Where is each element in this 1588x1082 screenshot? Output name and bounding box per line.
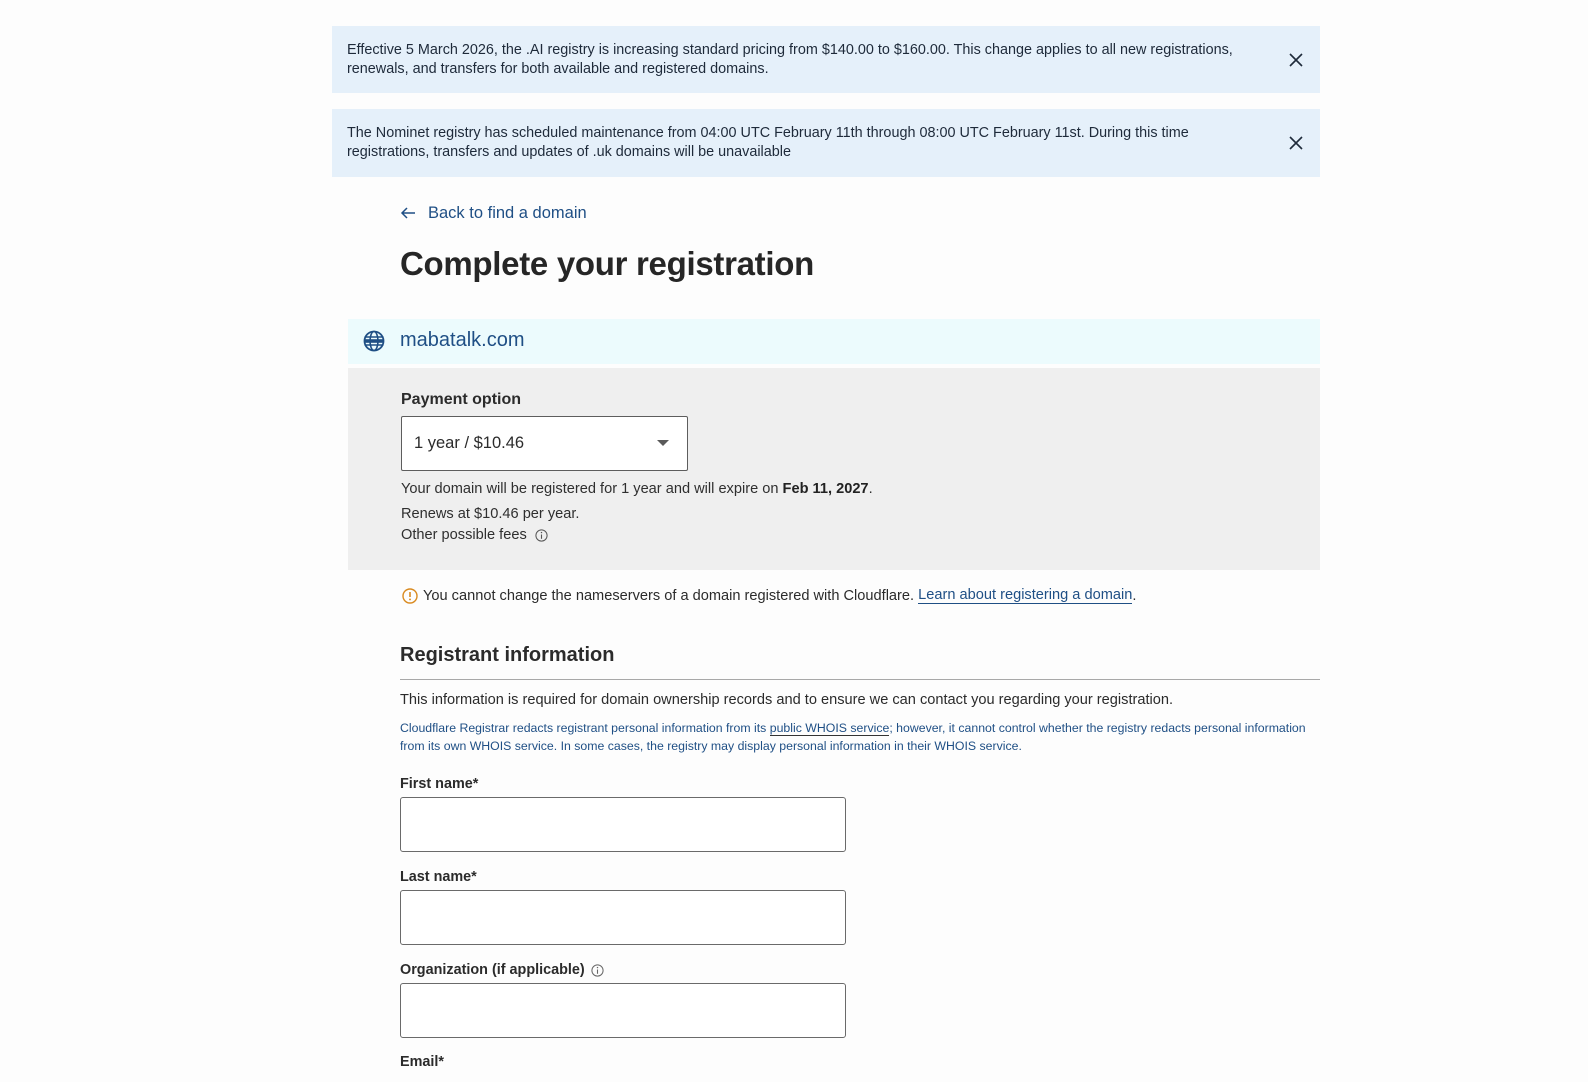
notice-banner-ai-pricing [332, 26, 1320, 93]
payment-option-select[interactable] [401, 416, 688, 471]
payment-option-label: Payment option [401, 391, 522, 408]
registrant-description: This information is required for domain ownership records and to ensure we can contact you regarding your registration. [400, 692, 1174, 708]
learn-registering-domain-link[interactable]: Learn about registering a domain [918, 587, 1133, 603]
info-icon[interactable] [591, 964, 604, 977]
banner-text: The Nominet registry has scheduled maintenance from 04:00 UTC February 11th through 08:00 UTC February 11st. During this time registrations, transfers and updates of .uk domains will be unavailable [347, 125, 1189, 160]
selected-domain-bar [348, 319, 1320, 364]
organization-label: Organization (if applicable) [400, 962, 585, 978]
page-title: Complete your registration [400, 245, 814, 282]
other-fees-label: Other possible fees [401, 527, 527, 543]
nameserver-notice [402, 587, 1136, 604]
warning-icon [402, 588, 418, 604]
payment-option-panel [348, 368, 1320, 570]
organization-input[interactable] [400, 983, 846, 1038]
nameserver-notice-text: You cannot change the nameservers of a domain registered with Cloudflare. [423, 587, 919, 604]
close-icon[interactable] [1289, 136, 1303, 150]
back-to-find-domain-link[interactable] [400, 202, 587, 224]
public-whois-service-link[interactable]: public WHOIS service [769, 721, 890, 735]
first-name-label: First name* [400, 776, 479, 792]
arrow-left-icon [400, 206, 416, 220]
email-label: Email* [400, 1054, 444, 1070]
first-name-input[interactable] [400, 797, 846, 852]
registrant-section-title: Registrant information [400, 644, 615, 666]
whois-redaction-note [400, 719, 1330, 755]
expiry-prefix: Your domain will be registered for 1 year and will expire on [401, 481, 783, 497]
chevron-down-icon [657, 440, 669, 446]
last-name-label: Last name* [400, 869, 477, 885]
nameserver-notice-suffix: . [1132, 587, 1137, 604]
section-divider [400, 679, 1320, 680]
last-name-input[interactable] [400, 890, 846, 945]
renewal-text: Renews at $10.46 per year. [401, 506, 580, 522]
payment-option-value: 1 year / $10.46 [414, 434, 525, 452]
back-link-label: Back to find a domain [428, 203, 587, 222]
expiry-suffix: . [868, 481, 873, 497]
globe-icon [363, 330, 385, 352]
banner-text: Effective 5 March 2026, the .AI registry is increasing standard pricing from $140.00 to $160.00. This change applies to all new registrations, renewals, and transfers for both available and registered domains. [347, 42, 1233, 77]
whois-prefix: Cloudflare Registrar redacts registrant personal information from its [400, 721, 770, 735]
notice-banner-nominet-maintenance [332, 109, 1320, 177]
expiry-text [401, 481, 873, 497]
organization-label-row [400, 962, 604, 978]
info-icon[interactable] [535, 529, 548, 542]
domain-name: mabatalk.com [400, 329, 525, 351]
other-fees [401, 527, 548, 543]
whois-suffix: ; however, it cannot control whether the registry redacts personal information from its own WHOIS service. In some cases, the registry may display personal information in their WHOIS service. [400, 721, 1306, 753]
expiry-date: Feb 11, 2027 [782, 481, 869, 497]
close-icon[interactable] [1289, 53, 1303, 67]
